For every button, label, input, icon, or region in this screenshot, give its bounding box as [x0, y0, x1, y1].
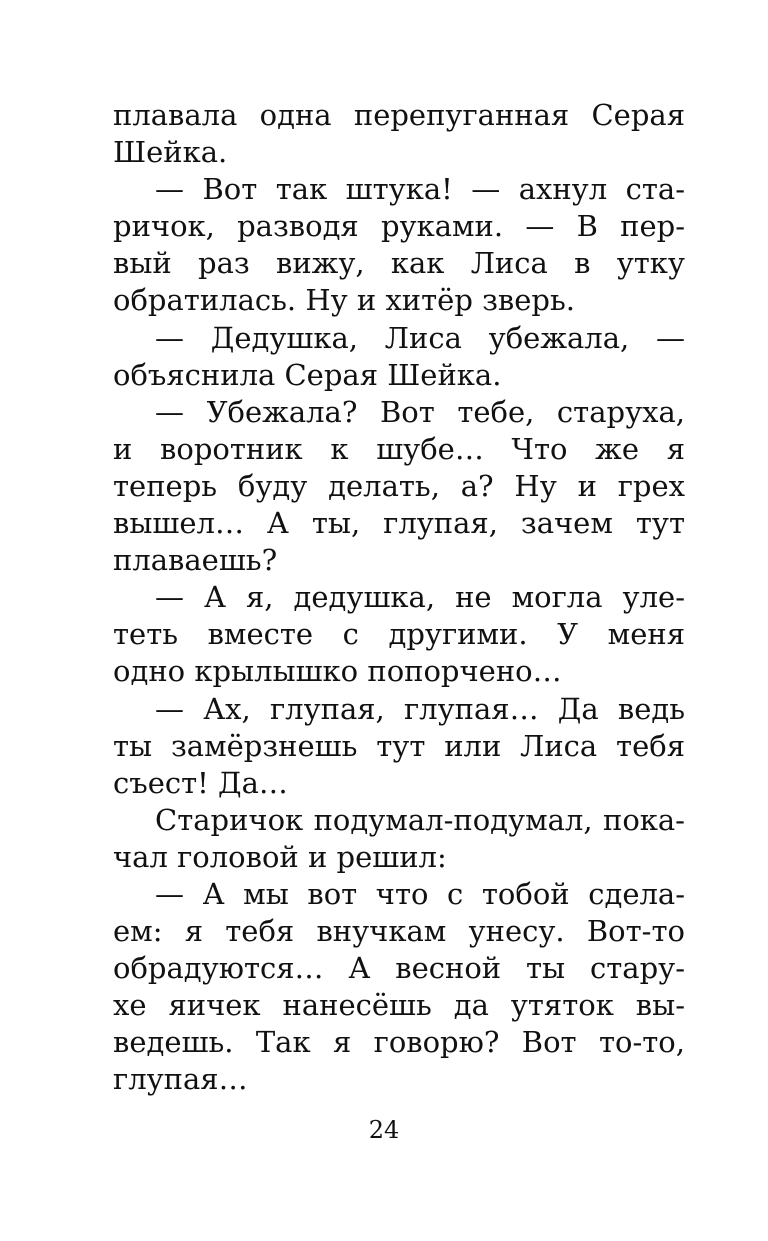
text-line: Старичок подумал-подумал, пока-	[155, 802, 685, 837]
text-line: ем: я тебя внучкам унесу. Вот-то	[113, 914, 685, 949]
text-line: теть вместе с другими. У меня	[113, 617, 685, 652]
page-number: 24	[368, 1116, 400, 1144]
text-line: — Вот так штука! — ахнул ста-	[155, 172, 685, 207]
text-line: — Убежала? Вот тебе, старуха,	[155, 394, 685, 429]
text-line: ричок, разводя руками. — В пер-	[113, 209, 685, 244]
text-line: плаваешь?	[113, 543, 278, 578]
text-line: ведешь. Так я говорю? Вот то-то,	[113, 1025, 685, 1060]
text-line: обратилась. Ну и хитёр зверь.	[113, 283, 575, 318]
text-line: — А я, дедушка, не могла уле-	[155, 580, 685, 615]
text-line: вый раз вижу, как Лиса в утку	[113, 246, 685, 281]
text-line: объяснила Серая Шейка.	[113, 357, 502, 392]
text-line: — А мы вот что с тобой сдела-	[155, 876, 685, 911]
text-line: вышел… А ты, глупая, зачем тут	[113, 506, 685, 541]
text-line: чал головой и решил:	[113, 839, 447, 874]
text-line: — Ах, глупая, глупая… Да ведь	[155, 691, 685, 726]
text-line: одно крылышко попорчено…	[113, 654, 562, 689]
body-text	[113, 97, 685, 1099]
text-line: глупая…	[113, 1062, 248, 1097]
text-line: — Дедушка, Лиса убежала, —	[155, 320, 685, 355]
text-line: хе яичек нанесёшь да утяток вы-	[113, 988, 685, 1023]
text-line: плавала одна перепуганная Серая	[113, 98, 685, 132]
text-line: теперь буду делать, а? Ну и грех	[113, 468, 685, 503]
text-line: ты замёрзнешь тут или Лиса тебя	[113, 728, 685, 763]
text-line: съест! Да…	[113, 765, 288, 800]
text-line: и воротник к шубе… Что же я	[113, 431, 685, 466]
text-line: обрадуются… А весной ты стару-	[113, 951, 685, 986]
text-line: Шейка.	[113, 135, 228, 170]
